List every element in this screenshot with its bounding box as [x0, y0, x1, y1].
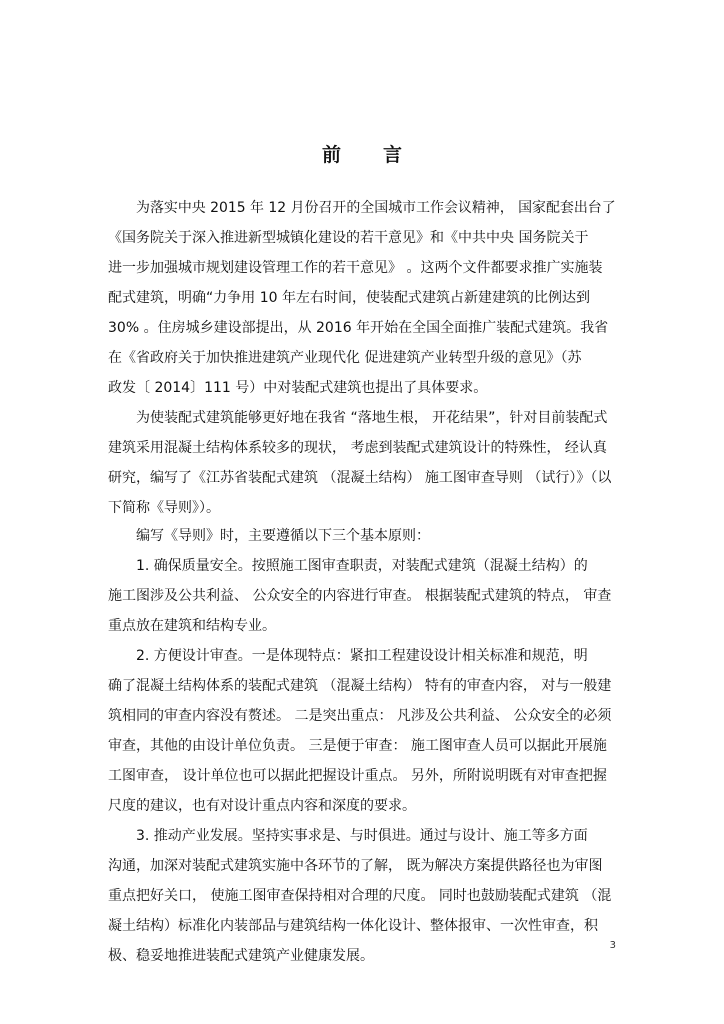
paragraph-line: 筑相同的审查内容没有赘述。 二是突出重点： 凡涉及公共利益、 公众安全的必须 [108, 708, 612, 724]
paragraph-line: 1. 确保质量安全。按照施工图审查职责，对装配式建筑（混凝土结构）的 [136, 558, 588, 574]
paragraph-line: 沟通，加深对装配式建筑实施中各环节的了解， 既为解决方案提供路径也为审图 [108, 858, 603, 874]
page-title [0, 140, 724, 167]
page-number: 3 [609, 940, 616, 951]
paragraph-line: 在《省政府关于加快推进建筑产业现代化 促进建筑产业转型升级的意见》（苏 [108, 350, 582, 366]
paragraph-line: 下简称《导则》）。 [108, 500, 220, 516]
paragraph-line: 政发〔 2014〕111 号）中对装配式建筑也提出了具体要求。 [108, 380, 488, 396]
paragraph-line: 3. 推动产业发展。坚持实事求是、与时俱进。通过与设计、施工等多方面 [136, 828, 588, 844]
paragraph-line: 为落实中央 2015 年 12 月份召开的全国城市工作会议精神， 国家配套出台了 [136, 200, 616, 216]
paragraph-line: 施工图涉及公共利益、 公众安全的内容进行审查。 根据装配式建筑的特点， 审查 [108, 588, 612, 604]
page-title-right: 言 [383, 144, 403, 166]
paragraph-line: 《国务院关于深入推进新型城镇化建设的若干意见》和《中共中央 国务院关于 [108, 230, 589, 246]
paragraph-line: 尺度的建议，也有对设计重点内容和深度的要求。 [108, 798, 416, 814]
paragraph-line: 2. 方便设计审查。一是体现特点：紧扣工程建设设计相关标准和规范，明 [136, 648, 588, 664]
paragraph-line: 编写《导则》时，主要遵循以下三个基本原则： [136, 528, 430, 544]
paragraph-line: 确了混凝土结构体系的装配式建筑 （混凝土结构） 特有的审查内容， 对与一般建 [108, 678, 612, 694]
paragraph-line: 审查，其他的由设计单位负责。 三是便于审查： 施工图审查人员可以据此开展施 [108, 738, 607, 754]
page-title-left: 前 [321, 144, 341, 166]
paragraph-line: 建筑采用混凝土结构体系较多的现状， 考虑到装配式建筑设计的特殊性， 经认真 [108, 440, 607, 456]
paragraph-line: 配式建筑，明确“力争用 10 年左右时间，使装配式建筑占新建建筑的比例达到 [108, 290, 590, 306]
paragraph-line: 重点把好关口， 使施工图审查保持相对合理的尺度。 同时也鼓励装配式建筑 （混 [108, 888, 612, 904]
paragraph-line: 为使装配式建筑能够更好地在我省 “落地生根， 开花结果”，针对目前装配式 [136, 410, 608, 426]
paragraph-line: 研究，编写了《江苏省装配式建筑 （混凝土结构） 施工图审查导则 （试行）》（以 [108, 470, 612, 486]
paragraph-line: 进一步加强城市规划建设管理工作的若干意见》 。这两个文件都要求推广实施装 [108, 260, 603, 276]
paragraph-line: 工图审查， 设计单位也可以据此把握设计重点。 另外，所附说明既有对审查把握 [108, 768, 607, 784]
paragraph-line: 极、稳妥地推进装配式建筑产业健康发展。 [108, 948, 374, 964]
paragraph-line: 30% 。住房城乡建设部提出，从 2016 年开始在全国全面推广装配式建筑。我省 [108, 320, 609, 336]
paragraph-line: 凝土结构）标准化内装部品与建筑结构一体化设计、整体报审、一次性审查，积 [108, 918, 598, 934]
paragraph-line: 重点放在建筑和结构专业。 [108, 618, 276, 634]
